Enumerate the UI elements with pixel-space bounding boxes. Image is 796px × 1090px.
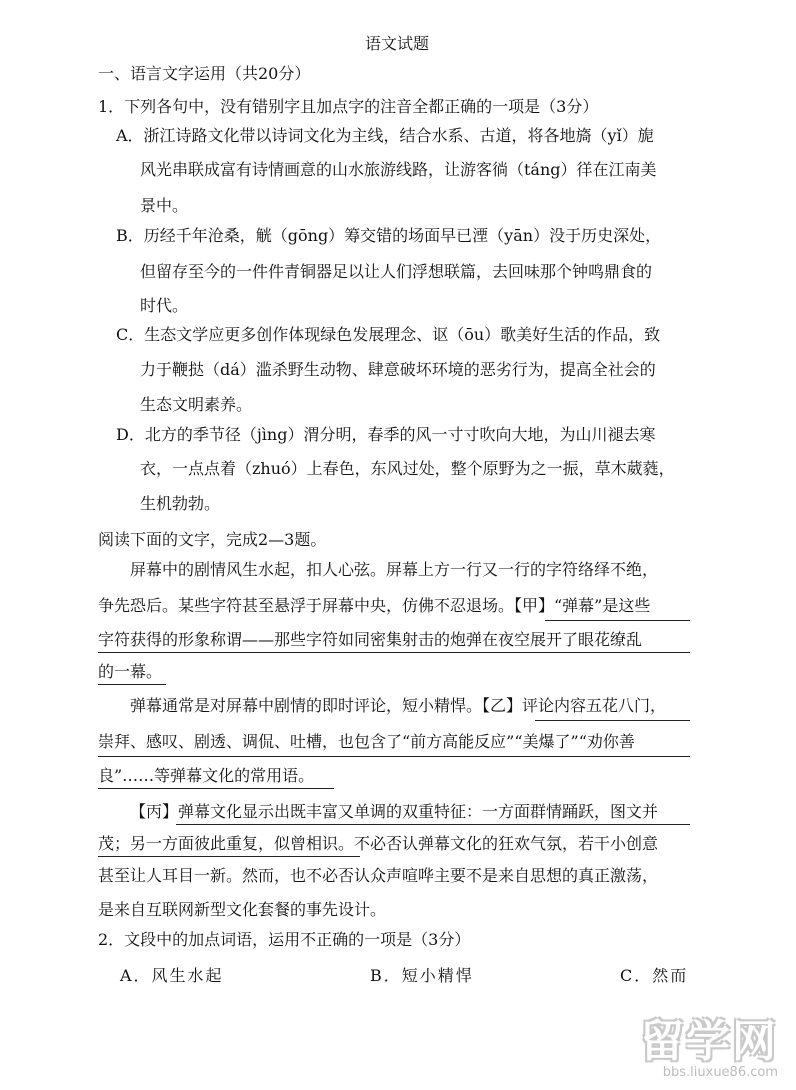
option-c-line: 力于鞭挞（dá）滥杀野生动物、肆意破坏环境的恶劣行为，提高全社会的 [140, 360, 656, 379]
underline-mark [98, 756, 690, 757]
passage-line: 弹幕通常是对屏幕中剧情的即时评论，短小精悍。【乙】评论内容五花八门， [130, 696, 667, 715]
option-d-line: 生机勃勃。 [140, 494, 221, 513]
option-a-line: 风光串联成富有诗情画意的山水旅游线路，让游客徜（táng）徉在江南美 [140, 160, 657, 179]
passage-line: 屏幕中的剧情风生水起，扣人心弦。屏幕上方一行又一行的字符络绎不绝， [130, 560, 659, 579]
q2-option-a: A．风生水起 [120, 966, 224, 985]
question-1-stem: 1．下列各句中，没有错别字且加点字的注音全都正确的一项是（3分） [98, 97, 599, 116]
passage-line: 甚至让人耳目一新。然而，也不必否认众声喧哗主要不是来自思想的真正激荡， [98, 866, 659, 885]
passage-line: 的一幕。 [98, 662, 163, 681]
option-b-line: 但留存至今的一件件青铜器足以让人们浮想联篇，去回味那个钟鸣鼎食的 [140, 262, 653, 281]
option-d-line: 衣，一点点着（zhuó）上春色，东风过处，整个原野为之一振，草木葳蕤， [140, 459, 675, 478]
passage-line: 是来自互联网新型文化套餐的事先设计。 [98, 900, 387, 919]
underline-mark [98, 856, 360, 857]
option-d-line: D．北方的季节径（jìng）渭分明，春季的风一寸寸吹向大地，为山川褪去寒 [116, 425, 656, 444]
option-c-line: 生态文明素养。 [140, 395, 253, 414]
watermark-url: bbs.liuxue86.com [662, 1065, 778, 1080]
q2-option-c: C．然而 [620, 966, 689, 985]
option-a-line: A．浙江诗路文化带以诗词文化为主线，结合水系、古道，将各地旖（yǐ）旎 [116, 126, 654, 145]
reading-instruction: 阅读下面的文字，完成2—3题。 [98, 530, 327, 549]
page-title: 语文试题 [365, 34, 430, 53]
passage-line: 崇拜、感叹、剧透、调侃、吐槽，也包含了“前方高能反应”“美爆了”“劝你善 [98, 732, 635, 751]
passage-line: 【丙】弹幕文化显示出既丰富又单调的双重特征：一方面群情踊跃，图文并 [130, 802, 659, 821]
option-b-line: B．历经千年沧桑，觥（gōng）筹交错的场面早已湮（yān）没于历史深处， [116, 226, 662, 245]
site-watermark [640, 1005, 778, 1080]
passage-line: 字符获得的形象称谓——那些字符如同密集射击的炮弹在夜空展开了眼花缭乱 [98, 630, 643, 649]
underline-mark [98, 684, 166, 685]
question-2-stem: 2．文段中的加点词语，运用不正确的一项是（3分） [98, 930, 471, 949]
watermark-logo-text: 留学网 [640, 1016, 778, 1067]
option-b-line: 时代。 [140, 296, 189, 315]
underline-mark [98, 652, 690, 653]
option-a-line: 景中。 [140, 196, 189, 215]
underline-mark [176, 824, 690, 825]
passage-line: 良”……等弹幕文化的常用语。 [98, 766, 315, 785]
option-c-line: C．生态文学应更多创作体现绿色发展理念、讴（ōu）歌美好生活的作品，致 [116, 325, 661, 344]
passage-line: 争先恐后。某些字符甚至悬浮于屏幕中央，仿佛不忍退场。【甲】“弹幕”是这些 [98, 596, 651, 615]
passage-line: 茂；另一方面彼此重复，似曾相识。不必否认弹幕文化的狂欢气氛，若干小创意 [98, 834, 659, 853]
q2-option-b: B．短小精悍 [370, 966, 474, 985]
underline-mark [98, 788, 334, 789]
underline-mark [535, 720, 690, 721]
underline-mark [545, 620, 690, 621]
section-heading: 一、语言文字运用（共20分） [98, 64, 311, 83]
